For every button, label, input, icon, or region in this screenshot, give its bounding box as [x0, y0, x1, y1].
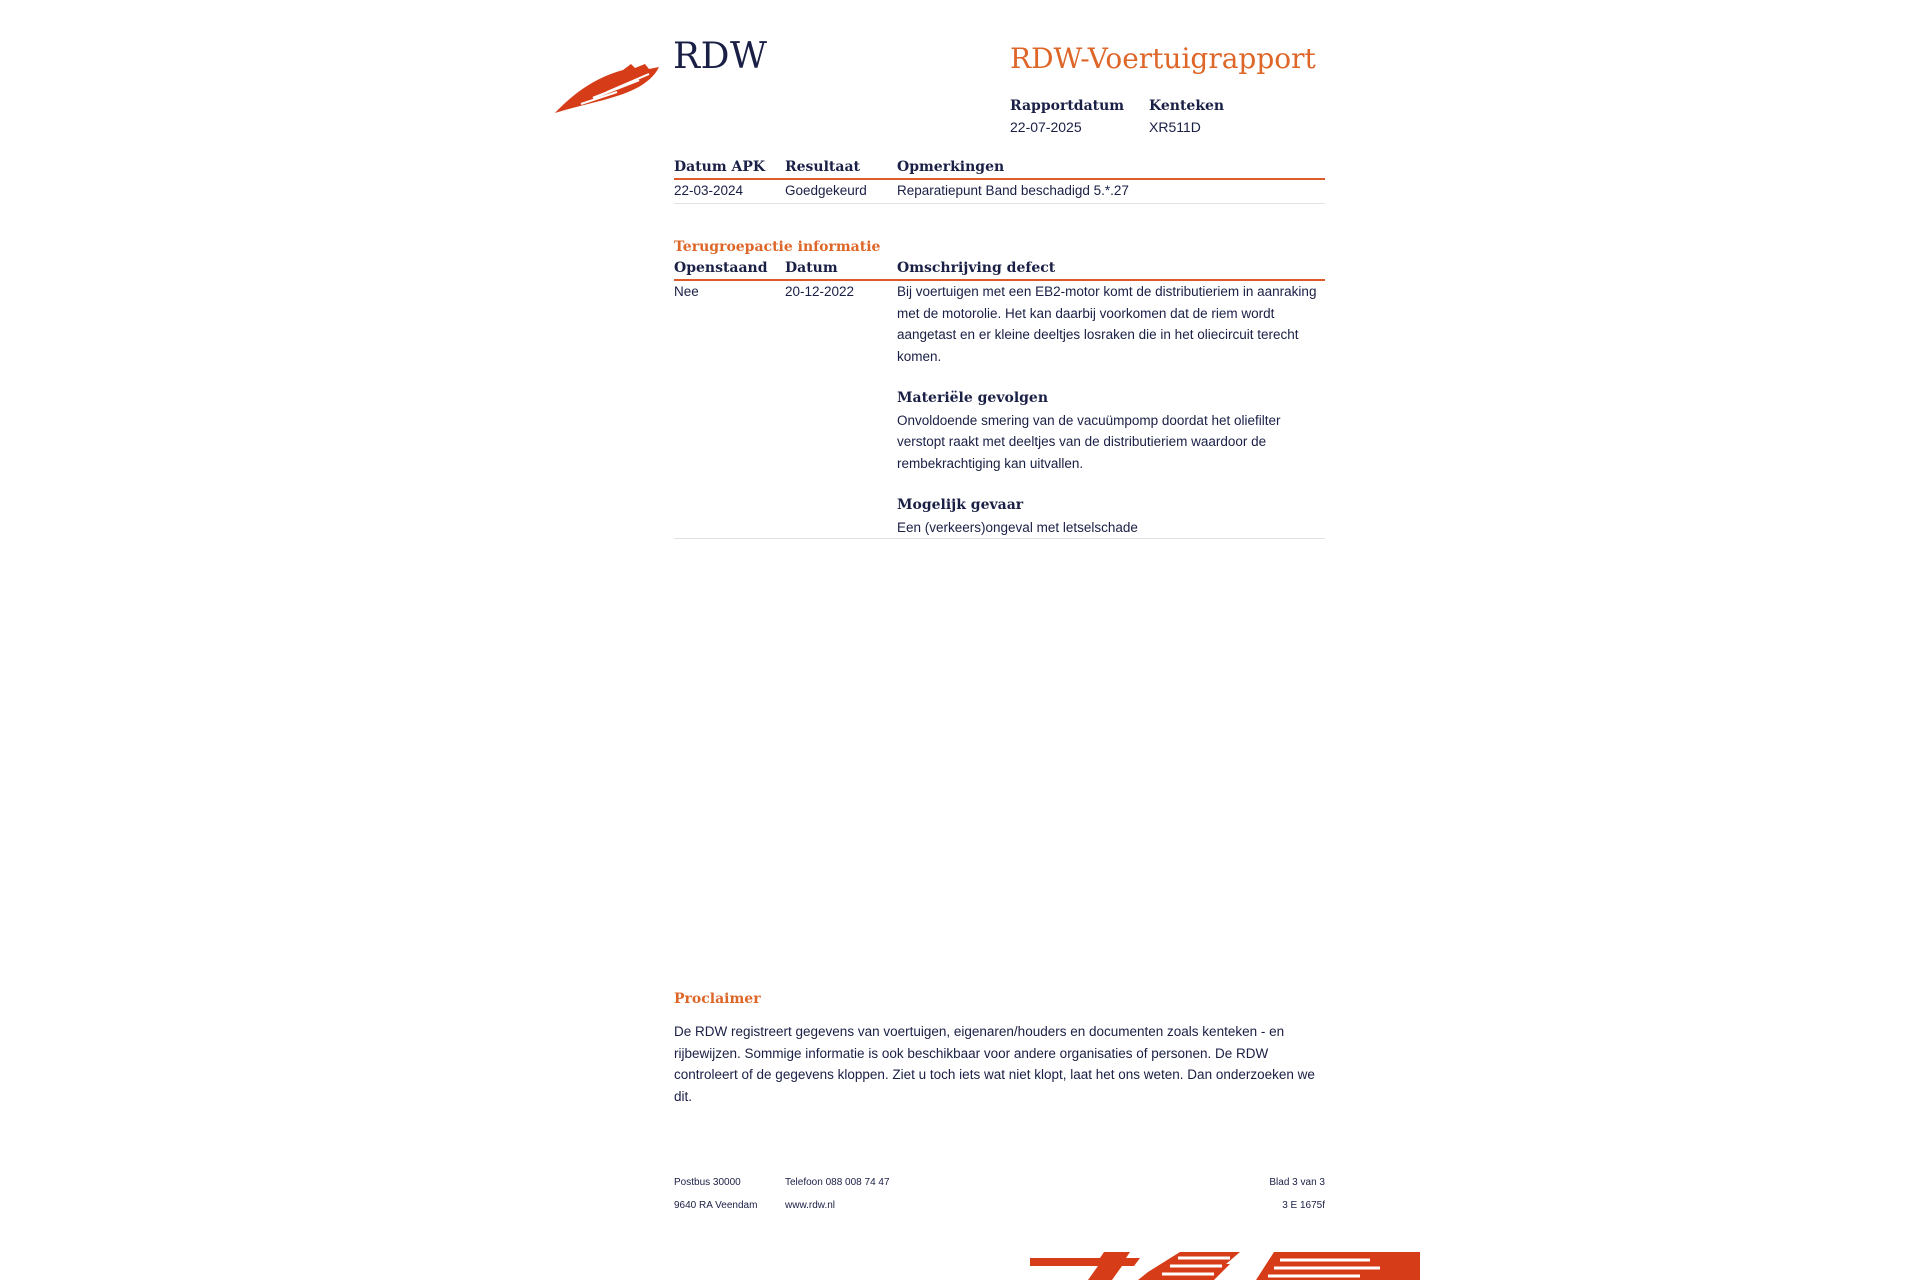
column-header: Datum APK	[674, 159, 766, 175]
column-header: Omschrijving defect	[897, 260, 1056, 276]
table-row	[674, 281, 1325, 539]
column-header: Datum	[785, 260, 838, 276]
license-plate-value: XR511D	[1149, 119, 1201, 135]
footer-document-code: 3 E 1675f	[1282, 1200, 1325, 1211]
rdw-logo-icon	[553, 58, 663, 116]
footer-page-number: Blad 3 van 3	[1269, 1177, 1325, 1188]
report-date-block	[1010, 98, 1124, 135]
footer-address-line1: Postbus 30000	[674, 1177, 741, 1188]
report-title: RDW-Voertuigrapport	[1010, 42, 1316, 75]
material-consequences-text: Onvoldoende smering van de vacuümpomp doordat het oliefilter verstopt raakt met deeltjes van de distributieriem waardoor de rembekrachtiging kan uitvallen.	[897, 412, 1281, 471]
decorative-stripes-icon	[1030, 1250, 1420, 1280]
recall-open: Nee	[674, 284, 699, 299]
brand-name: RDW	[673, 36, 768, 77]
footer-website-link[interactable]: www.rdw.nl	[785, 1200, 836, 1211]
possible-danger-text: Een (verkeers)ongeval met letselschade	[897, 519, 1138, 535]
recall-date: 20-12-2022	[785, 284, 855, 299]
apk-table	[674, 159, 1325, 204]
table-row	[674, 180, 1325, 204]
column-header: Opmerkingen	[897, 159, 1005, 175]
recall-description	[897, 281, 1325, 538]
report-date-value: 22-07-2025	[1010, 119, 1082, 135]
apk-remarks: Reparatiepunt Band beschadigd 5.*.27	[897, 183, 1129, 198]
column-header: Resultaat	[785, 159, 860, 175]
material-consequences-title: Materiële gevolgen	[897, 390, 1049, 406]
recall-section-title: Terugroepactie informatie	[674, 239, 881, 255]
license-plate-label: Kenteken	[1149, 98, 1225, 114]
apk-table-header	[674, 159, 1325, 180]
report-date-label: Rapportdatum	[1010, 98, 1125, 114]
column-header: Openstaand	[674, 260, 768, 276]
footer-phone: Telefoon 088 008 74 47	[785, 1177, 890, 1188]
proclaimer-title: Proclaimer	[674, 991, 761, 1007]
footer-address-line2: 9640 RA Veendam	[674, 1200, 758, 1211]
apk-date: 22-03-2024	[674, 183, 744, 198]
proclaimer-text: De RDW registreert gegevens van voertuigen, eigenaren/houders en documenten zoals kenteken - en rijbewijzen. Sommige informatie is ook beschikbaar voor andere organisaties of personen. De RDW controleert of de gegevens kloppen. Ziet u toch iets wat niet klopt, laat het ons weten. Dan onderzoeken we dit.	[674, 1024, 1315, 1104]
recall-table	[674, 260, 1325, 539]
recall-table-header	[674, 260, 1325, 281]
defect-description: Bij voertuigen met een EB2-motor komt de distributieriem in aanraking met de motorolie. Het kan daarbij voorkomen dat de riem wordt aangetast en er kleine deeltjes losraken die in het oliecircuit terecht komen.	[897, 284, 1317, 364]
apk-result: Goedgekeurd	[785, 183, 867, 198]
possible-danger-title: Mogelijk gevaar	[897, 497, 1024, 513]
license-plate-block	[1149, 98, 1224, 135]
